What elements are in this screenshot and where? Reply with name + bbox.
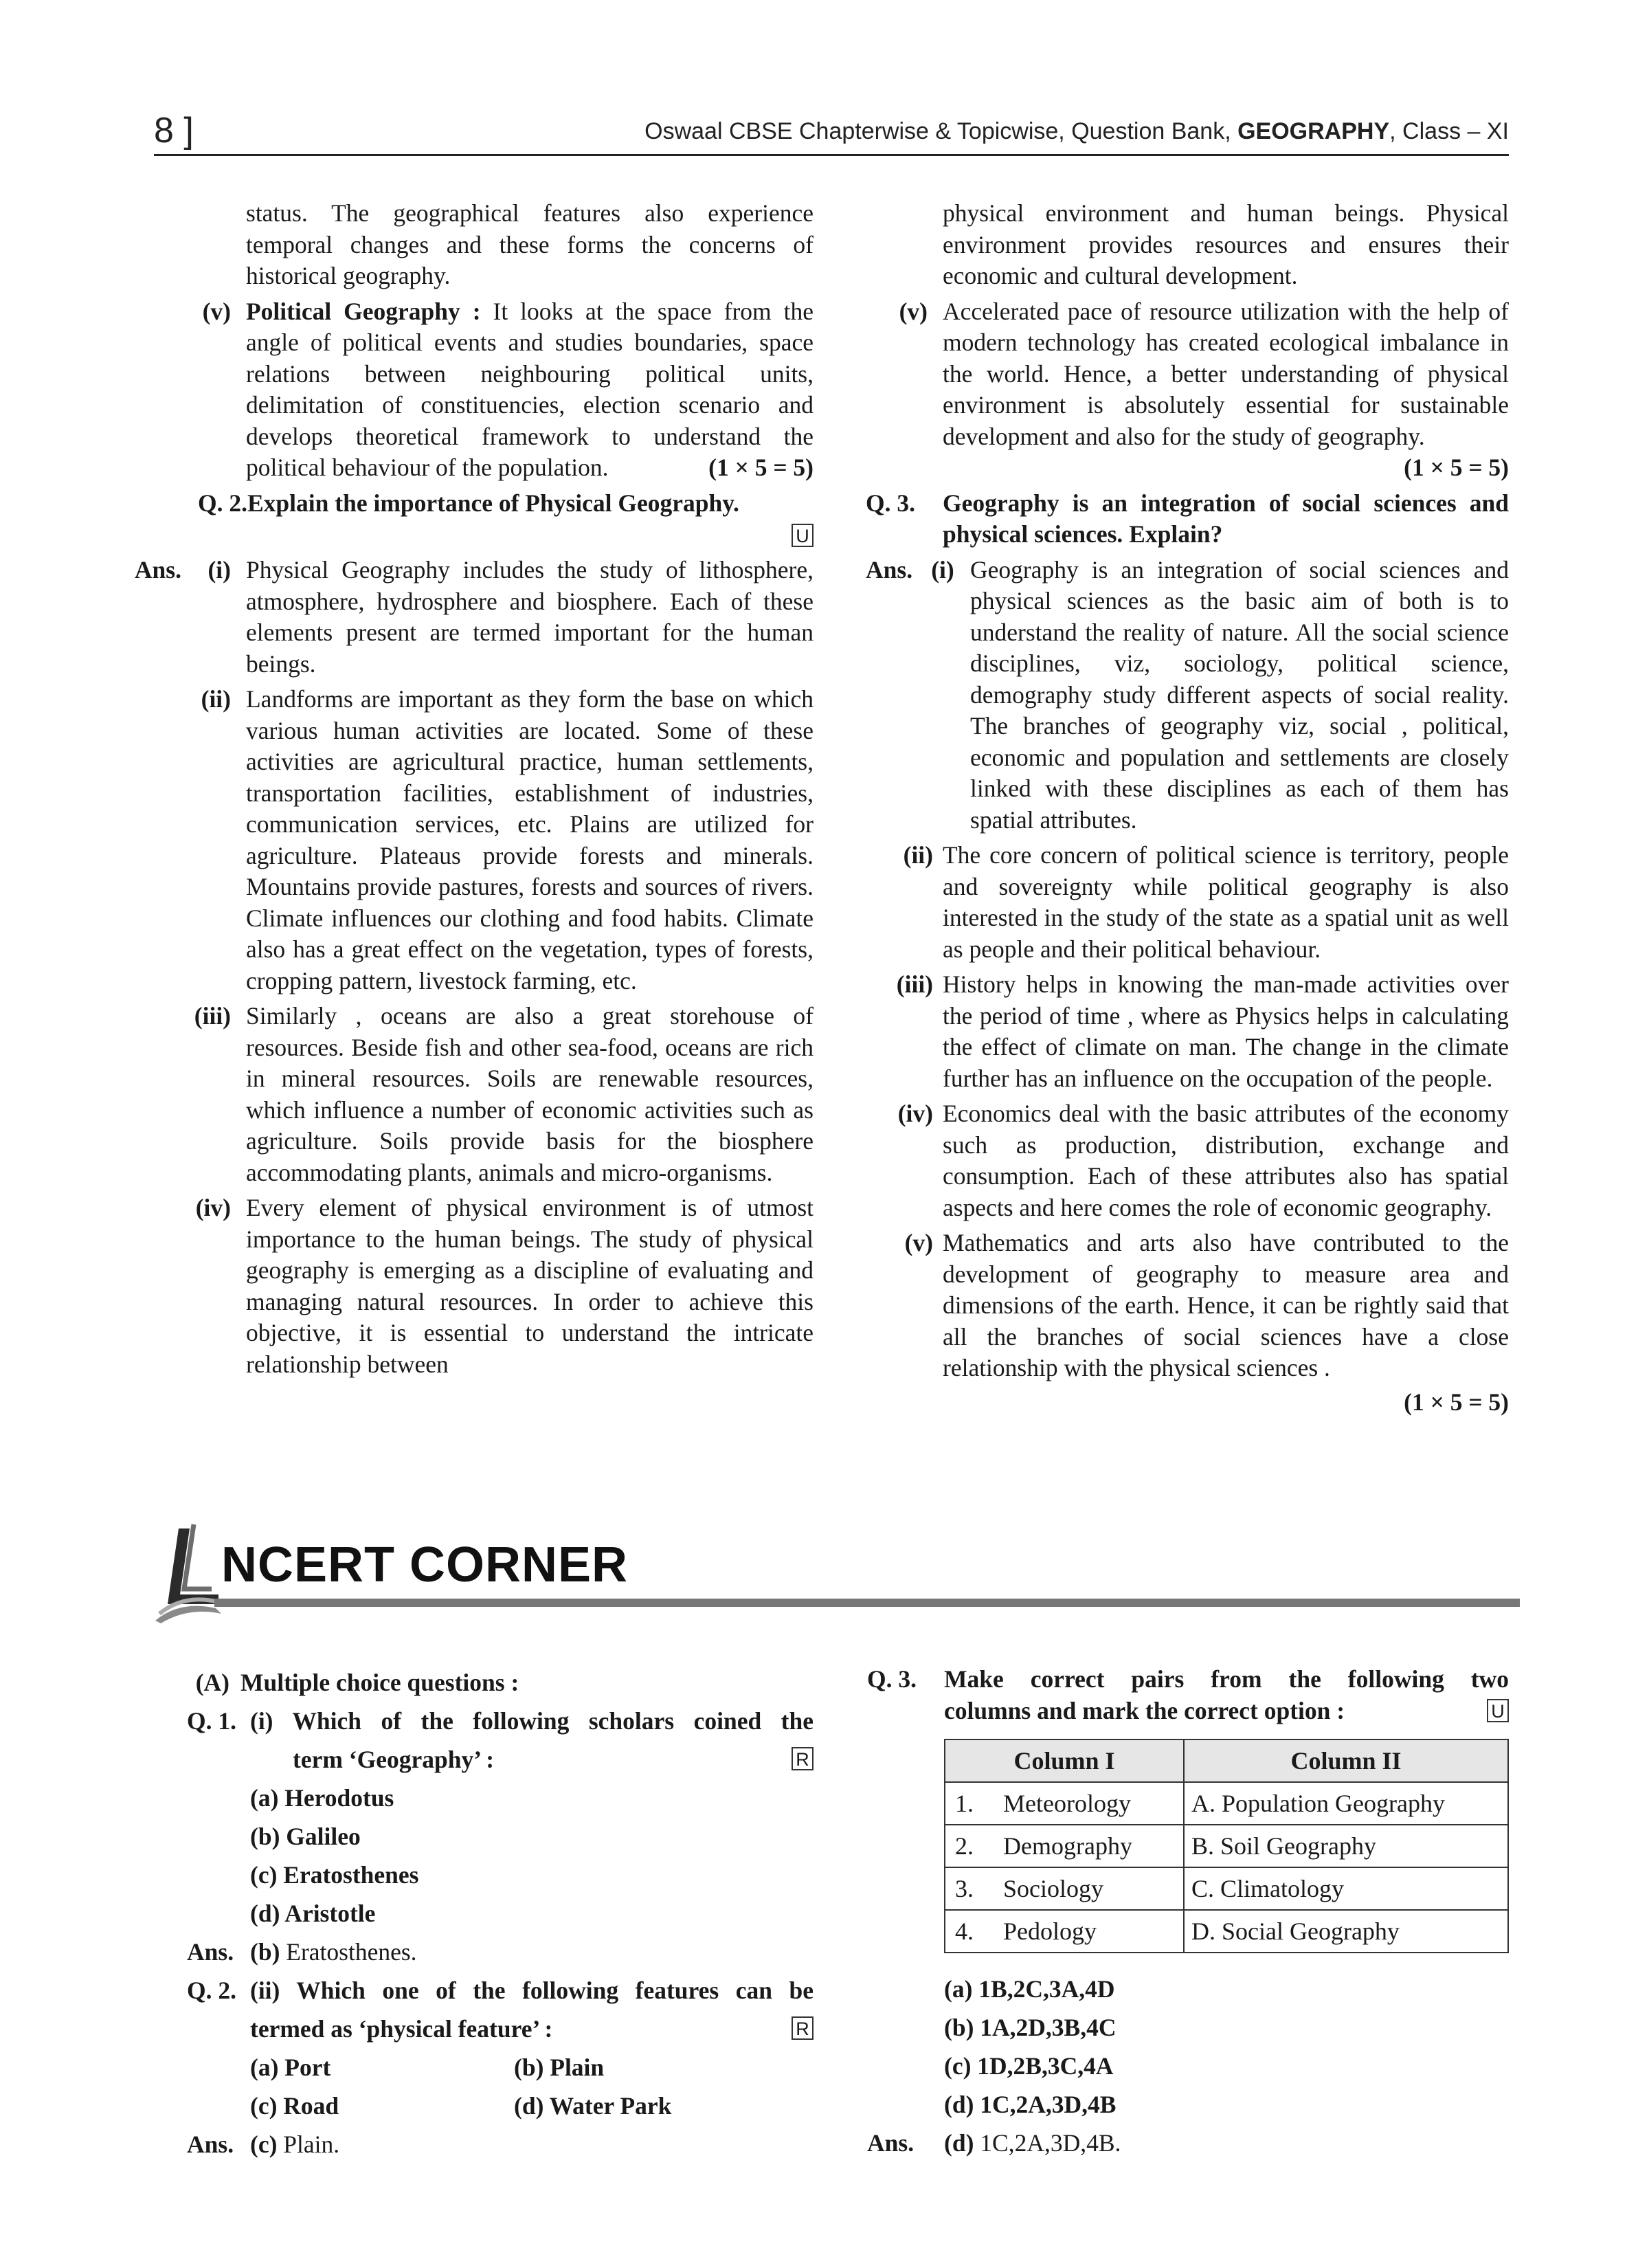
question [186, 488, 814, 520]
question-text: Explain the importance of Physical Geography. [247, 489, 739, 517]
item-label: (iii) [194, 1002, 231, 1030]
ncert-corner-banner [153, 1523, 1520, 1626]
item-label: (ii) [201, 685, 231, 713]
table-cell: A. Population Geography [1184, 1782, 1508, 1825]
item-label: (iv) [195, 1194, 231, 1221]
answer-item [879, 1098, 1509, 1223]
column-header: Column II [1184, 1739, 1508, 1782]
answer-item [134, 555, 814, 680]
item-text: Every element of physical environment is of utmost importance to the human beings. The study of physical geography is emerging as a discipline of evaluating and managing natural resources. In order to achieve this objective, it is essential to understand the intricate relationship between [246, 1194, 814, 1378]
answer-label: Ans. [134, 556, 181, 583]
item-text: It looks at the space from the angle of political events and studies boundaries, space relations between neighbouring political units, delimitation of constituencies, election scenario and develops theoretical framework to understand the political behaviour of the population. [246, 297, 814, 481]
row-number: 3. [955, 1875, 974, 1902]
option-c: (c) 1D,2B,3C,4A [944, 2052, 1114, 2080]
running-header [644, 118, 1509, 145]
table-row [945, 1782, 1508, 1825]
answer-item [187, 1001, 814, 1188]
answer-item [866, 555, 1509, 836]
marks: (1 × 5 = 5) [1404, 1388, 1509, 1416]
question [866, 488, 1509, 551]
difficulty-badge: U [1487, 1699, 1509, 1722]
answer-item [879, 969, 1509, 1094]
answer-label: Ans. [867, 2129, 915, 2157]
mcq-heading [187, 1663, 814, 1702]
option-d: (d) Aristotle [250, 1900, 376, 1927]
list-item [187, 296, 814, 484]
page-number: 8 ] [154, 111, 194, 151]
question-number: Q. 3. [866, 489, 915, 517]
item-text: Landforms are important as they form the base on which various human activities are located. Some of these activities are agricultural practice, human settlements, transportation facilities, establishment of industries, communication services, etc. Plains are utilized for agriculture. Plateaus provide forests and minerals. Mountains provide pastures, forests and sources of rivers. Climate influences our clothing and food habits. Climate also has a great effect on the vegetation, types of forests, cropping pattern, livestock farming, etc. [246, 685, 814, 994]
row-number: 1. [955, 1790, 974, 1817]
item-text: The core concern of political science is territory, people and sovereignty while political geography is also interested in the study of the state as a spatial unit as well as people and their political behaviour. [943, 841, 1509, 963]
answer-option: (c) [250, 2131, 278, 2158]
option-d: (d) 1C,2A,3D,4B [944, 2091, 1117, 2118]
item-text: Physical Geography includes the study of lithosphere, atmosphere, hydrosphere and biosphere. Each of these elements present are termed important for the human beings. [246, 556, 814, 678]
item-heading: Political Geography : [246, 297, 481, 325]
answer [867, 2124, 1509, 2162]
table-row [945, 1825, 1508, 1867]
question-number: Q. 2. [198, 489, 247, 517]
column-header: Column I [945, 1739, 1184, 1782]
continued-text: physical environment and human beings. Physical environment provides resources and ensures their economic and cultural development. [943, 199, 1509, 289]
answer-item [879, 840, 1509, 965]
question-text: Geography is an integration of social sciences and physical sciences. Explain? [943, 489, 1509, 548]
marks: (1 × 5 = 5) [1404, 454, 1509, 481]
question-number: Q. 3. [867, 1665, 917, 1693]
answer-label: Ans. [866, 555, 913, 583]
option-a: (a) Herodotus [250, 1784, 394, 1812]
option-c: (c) Eratosthenes [250, 1861, 419, 1889]
right-column [866, 198, 1509, 1418]
table-row [945, 1867, 1508, 1910]
item-label: (i) [207, 556, 231, 583]
answer-item [187, 1192, 814, 1380]
section-rule [214, 1599, 1520, 1607]
option-a: (a) 1B,2C,3A,4D [944, 1975, 1115, 2003]
item-text: Economics deal with the basic attributes of the economy such as production, distribution, exchange and consumption. Each of these attributes also has spatial aspects and here comes the role of economic geography. [943, 1100, 1509, 1221]
table-cell [945, 1867, 1184, 1910]
option-c: (c) Road [250, 2092, 339, 2120]
item-label: (iv) [897, 1100, 933, 1127]
question-text: Make correct pairs from the following two [944, 1665, 1509, 1693]
table-cell [945, 1825, 1184, 1867]
header-title-prefix: Oswaal CBSE Chapterwise & Topicwise, Question Bank, [644, 118, 1238, 144]
header-rule [154, 154, 1509, 156]
option-a: (a) Port [250, 2054, 331, 2081]
mcq-block-left [187, 1663, 814, 2164]
column-i-value: Meteorology [1003, 1790, 1131, 1817]
table-row [945, 1910, 1508, 1953]
answer-text: 1C,2A,3D,4B. [974, 2129, 1121, 2157]
answer-text: Plain. [277, 2131, 340, 2158]
column-i-value: Demography [1003, 1832, 1132, 1860]
answer-text: Eratosthenes. [280, 1938, 417, 1966]
section-heading: Multiple choice questions : [240, 1669, 519, 1696]
table-header-row [945, 1739, 1508, 1782]
section-title: NCERT CORNER [221, 1537, 629, 1592]
table-cell [945, 1910, 1184, 1953]
item-label: (v) [904, 1229, 933, 1256]
difficulty-badge: R [792, 1747, 814, 1770]
item-label: (i) [931, 555, 954, 583]
table-cell: D. Social Geography [1184, 1910, 1508, 1953]
question-number: Q. 1. [187, 1707, 236, 1735]
left-column [134, 198, 814, 1380]
mcq-block-right [867, 1663, 1509, 2162]
answer-item [187, 684, 814, 997]
answer-label: Ans. [187, 2131, 234, 2158]
option-d: (d) Water Park [514, 2092, 672, 2120]
item-body [943, 296, 1509, 484]
continued-text: status. The geographical features also experience temporal changes and these forms the concerns of historical geography. [246, 199, 814, 289]
item-body [246, 296, 814, 484]
column-i-value: Pedology [1003, 1917, 1097, 1945]
pairs-table [944, 1739, 1509, 1953]
answer-label: Ans. [187, 1938, 234, 1966]
question-text: term ‘Geography’ : [293, 1746, 495, 1773]
option-b: (b) Galileo [250, 1823, 361, 1850]
item-label: (iii) [896, 970, 933, 998]
difficulty-badge: U [792, 524, 814, 547]
question [187, 1971, 814, 2125]
table-cell: C. Climatology [1184, 1867, 1508, 1910]
answer-option: (b) [250, 1938, 280, 1966]
column-i-value: Sociology [1003, 1875, 1104, 1902]
question-text: termed as ‘physical feature’ : [250, 2015, 553, 2043]
row-number: 4. [955, 1917, 974, 1945]
header-subject: GEOGRAPHY [1237, 118, 1390, 144]
table-cell [945, 1782, 1184, 1825]
question [187, 1702, 814, 1933]
answer [187, 1933, 814, 1971]
marks: (1 × 5 = 5) [708, 454, 814, 481]
option-b: (b) Plain [514, 2054, 605, 2081]
question-text: (ii) Which one of the following features can be [250, 1977, 814, 2004]
difficulty-badge: R [792, 2016, 814, 2040]
table-cell: B. Soil Geography [1184, 1825, 1508, 1867]
question-text: (i) Which of the following scholars coined the [250, 1707, 814, 1735]
item-text: Similarly , oceans are also a great storehouse of resources. Beside fish and other sea-food, oceans are rich in mineral resources. Soils are renewable resources, which influence a number of economic activities such as agriculture. Soils provide basis for the biosphere accommodating plants, animals and micro-organisms. [246, 1002, 814, 1186]
question-number: Q. 2. [187, 1977, 236, 2004]
item-label: (v) [899, 297, 928, 325]
options-list [944, 1970, 1509, 2124]
answer [187, 2125, 814, 2164]
item-text: Mathematics and arts also have contributed to the development of geography to measure area and dimensions of the earth. Hence, it can be rightly said that all the branches of social sciences have a close relationship with the physical sciences . [943, 1229, 1509, 1381]
header-title-suffix: , Class – XI [1389, 118, 1509, 144]
item-text: Geography is an integration of social sciences and physical sciences as the basic aim of both is to understand the reality of nature. All the social science disciplines, viz, sociology, political science, demography study different aspects of social reality. The branches of geography viz, social , political, economic and population and settlements are closely linked with these disciplines as each of them has spatial attributes. [970, 555, 1509, 834]
item-text: History helps in knowing the man-made activities over the period of time , where as Physics helps in calculating the effect of climate on man. The change in the climate further has an influence on the occupation of the people. [943, 970, 1509, 1092]
option-b: (b) 1A,2D,3B,4C [944, 2014, 1117, 2041]
answer-item [879, 1227, 1509, 1384]
question [867, 1663, 1509, 1726]
answer-option: (d) [944, 2129, 974, 2157]
question-text: columns and mark the correct option : [944, 1697, 1345, 1724]
item-text: Accelerated pace of resource utilization with the help of modern technology has created ecological imbalance in the world. Hence, a better understanding of physical environment is absolutely essential for sustainable development and also for the study of geography. [943, 297, 1509, 450]
row-number: 2. [955, 1832, 974, 1860]
section-label: (A) [195, 1669, 229, 1696]
item-label: (ii) [903, 841, 933, 869]
item-label: (v) [202, 297, 231, 325]
list-item [879, 296, 1509, 484]
